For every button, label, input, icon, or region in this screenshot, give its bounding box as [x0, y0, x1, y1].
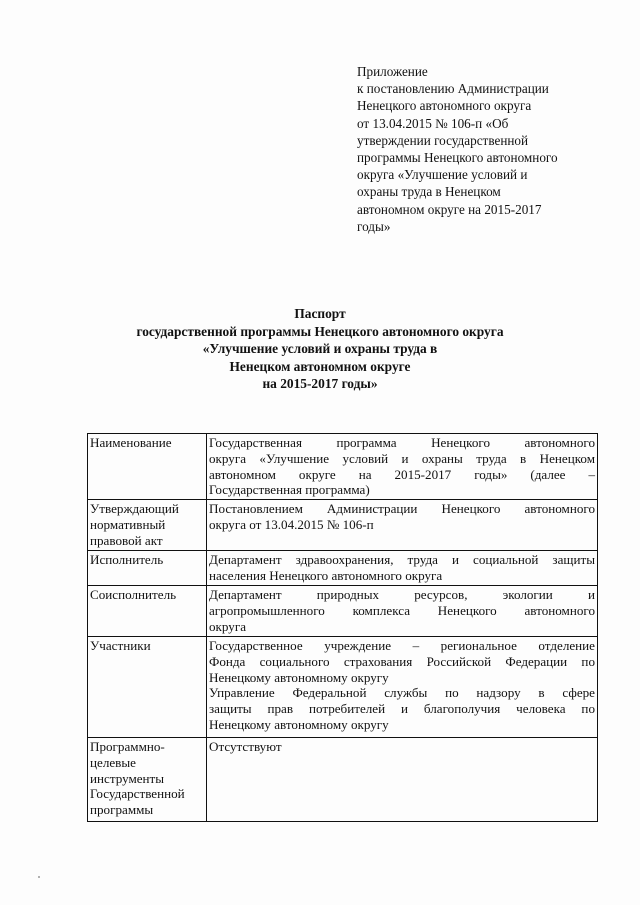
row-label-cell	[88, 738, 207, 822]
value-line: Постановлением Администрации Ненецкого автономного	[209, 501, 595, 516]
row-value-cell	[207, 586, 598, 637]
appendix-line: охраны труда в Ненецком	[357, 184, 501, 200]
row-value-cell	[207, 738, 598, 822]
passport-table	[87, 433, 598, 822]
table-row	[88, 637, 598, 738]
scan-speck	[38, 876, 40, 878]
row-value-cell	[207, 637, 598, 738]
value-line: округа от 13.04.2015 № 106-п	[209, 516, 374, 532]
table-row	[88, 586, 598, 637]
value-line: Государственная программа)	[209, 482, 370, 498]
appendix-line: автономном округе на 2015-2017	[357, 201, 542, 217]
appendix-line: к постановлению Администрации	[357, 81, 549, 97]
table-row	[88, 500, 598, 551]
title-line: на 2015-2017 годы»	[262, 376, 378, 392]
label-line: Наименование	[90, 435, 172, 450]
table-row	[88, 434, 598, 500]
appendix-line: от 13.04.2015 № 106-п «Об	[357, 115, 509, 131]
label-line: Участники	[90, 638, 151, 653]
value-line: Отсутствуют	[209, 739, 282, 754]
appendix-note	[357, 63, 597, 235]
row-value-cell	[207, 434, 598, 500]
table-row	[88, 551, 598, 586]
label-line: инструменты	[90, 770, 165, 786]
value-line: Департамент здравоохранения, труда и социальной защиты	[209, 552, 595, 567]
row-value-cell	[207, 500, 598, 551]
label-line: программы	[90, 802, 154, 818]
table-row	[88, 738, 598, 822]
appendix-line: Ненецкого автономного округа	[357, 98, 532, 114]
value-line: Ненецкому автономному округу	[209, 716, 389, 732]
value-line: Государственная программа Ненецкого автономного	[209, 435, 595, 450]
label-line: Государственной	[90, 786, 185, 802]
row-label-cell	[88, 500, 207, 551]
appendix-line: годы»	[357, 218, 391, 234]
title-line: «Улучшение условий и охраны труда в	[202, 341, 438, 357]
row-label-cell	[88, 551, 207, 586]
value-line: Государственное учреждение – региональное отделение	[209, 638, 595, 653]
title-line: Ненецком автономном округе	[229, 358, 411, 374]
label-line: Исполнитель	[90, 552, 164, 567]
value-line: Фонда социального страхования Российской Федерации по	[209, 653, 595, 669]
appendix-line: Приложение	[357, 64, 428, 79]
value-line: округа «Улучшение условий и охраны труда в Ненецком	[209, 450, 595, 466]
value-line: округа	[209, 618, 247, 634]
row-value-cell	[207, 551, 598, 586]
appendix-line: округа «Улучшение условий и	[357, 167, 528, 183]
document-title	[80, 305, 560, 393]
value-line: агропромышленного комплекса Ненецкого автономного	[209, 602, 595, 618]
title-line: государственной программы Ненецкого автономного округа	[136, 323, 504, 339]
label-line: Программно-	[90, 739, 165, 754]
value-line: защиты прав потребителей и благополучия человека по	[209, 701, 595, 717]
label-line: Соисполнитель	[90, 587, 177, 602]
value-line: Ненецкому автономному округу	[209, 669, 389, 685]
value-line: Управление Федеральной службы по надзору в сфере	[209, 685, 595, 701]
label-line: Утверждающий	[90, 501, 179, 516]
title-line: Паспорт	[294, 306, 346, 321]
appendix-line: программы Ненецкого автономного	[357, 150, 558, 166]
appendix-line: утверждении государственной	[357, 132, 529, 148]
label-line: целевые	[90, 754, 136, 770]
value-line: Департамент природных ресурсов, экологии и	[209, 587, 595, 602]
row-label-cell	[88, 586, 207, 637]
value-line: автономном округе на 2015-2017 годы» (далее –	[209, 466, 595, 482]
row-label-cell	[88, 637, 207, 738]
label-line: нормативный	[90, 516, 166, 532]
row-label-cell	[88, 434, 207, 500]
label-line: правовой акт	[90, 532, 163, 548]
value-line: населения Ненецкого автономного округа	[209, 567, 443, 583]
